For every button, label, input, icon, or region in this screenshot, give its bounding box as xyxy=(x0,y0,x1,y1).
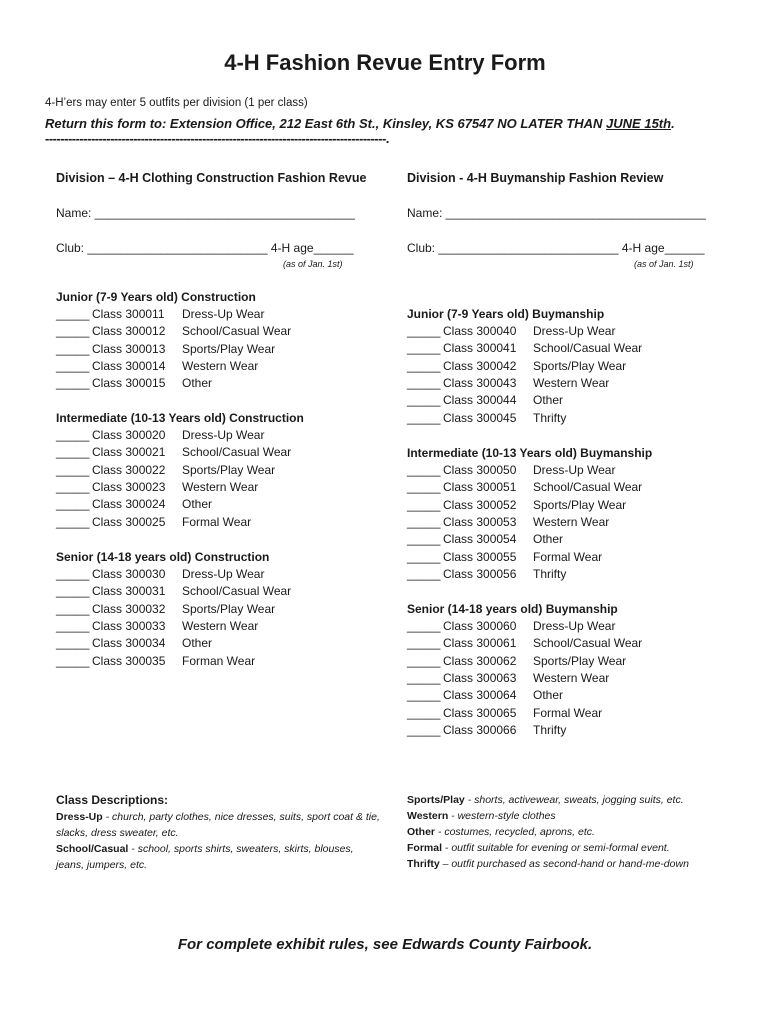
class-name: Sports/Play Wear xyxy=(533,653,627,668)
class-name: Sports/Play Wear xyxy=(533,497,627,512)
desc-other-text: - costumes, recycled, aprons, etc. xyxy=(435,826,595,838)
footer-note: For complete exhibit rules, see Edwards County Fairbook. xyxy=(177,936,593,953)
class-name: School/Casual Wear xyxy=(533,480,643,495)
class-entry-row xyxy=(56,428,264,445)
construction-senior-heading: Senior (14-18 years old) Construction xyxy=(56,550,270,564)
class-name: Formal Wear xyxy=(182,514,252,529)
class-entry-blank[interactable]: _____ xyxy=(407,376,441,391)
class-entry-blank[interactable]: _____ xyxy=(407,567,441,582)
class-code: Class 300033 xyxy=(92,619,166,634)
desc-thrifty-text: – outfit purchased as second-hand or hand-me-down xyxy=(439,858,689,870)
class-code: Class 300042 xyxy=(443,358,517,373)
class-name: Dress-Up Wear xyxy=(533,619,616,633)
class-name: Forman Wear xyxy=(182,653,256,668)
class-entry-blank[interactable]: _____ xyxy=(56,653,90,668)
class-code: Class 300022 xyxy=(92,462,166,477)
class-entry-row xyxy=(56,602,275,619)
return-prefix: Return this form to: Extension Office, 212 East 6th St., Kinsley, KS 67547 NO LATER THAN xyxy=(45,116,607,131)
buymanship-age-note: (as of Jan. 1st) xyxy=(634,259,694,269)
class-code: Class 300062 xyxy=(443,653,517,668)
class-descriptions-right xyxy=(407,792,747,872)
class-name: Western Wear xyxy=(533,671,610,686)
class-entry-row xyxy=(407,654,626,671)
class-name: Other xyxy=(533,688,564,703)
class-entry-blank[interactable]: _____ xyxy=(407,671,441,686)
construction-division-heading: Division – 4-H Clothing Construction Fashion Revue xyxy=(56,171,367,185)
class-name: Western Wear xyxy=(182,480,259,495)
class-entry-row xyxy=(407,393,563,410)
class-entry-blank[interactable]: _____ xyxy=(407,515,441,530)
class-entry-blank[interactable]: _____ xyxy=(56,376,90,391)
class-code: Class 300035 xyxy=(92,653,166,668)
construction-name-field[interactable]: Name: _______________________________________ xyxy=(56,206,355,220)
class-code: Class 300023 xyxy=(92,480,166,495)
class-name: Dress-Up Wear xyxy=(533,324,616,338)
class-entry-blank[interactable]: _____ xyxy=(407,723,441,738)
class-entry-row xyxy=(56,480,258,497)
class-entry-blank[interactable]: _____ xyxy=(407,393,441,408)
class-entry-row xyxy=(407,619,615,636)
class-code: Class 300051 xyxy=(443,480,517,495)
class-entry-row xyxy=(56,654,255,671)
class-entry-row xyxy=(407,480,642,497)
desc-school-text: - school, sports shirts, sweaters, skirts, blouses, jeans, jumpers, etc. xyxy=(56,843,354,871)
class-entry-blank[interactable]: _____ xyxy=(407,341,441,356)
class-name: Other xyxy=(533,532,564,547)
class-entry-row xyxy=(407,532,563,549)
class-entry-row xyxy=(407,567,566,584)
desc-school-term: School/Casual xyxy=(56,843,129,855)
class-entry-blank[interactable]: _____ xyxy=(56,514,90,529)
class-entry-blank[interactable]: _____ xyxy=(407,705,441,720)
class-name: Dress-Up Wear xyxy=(182,428,265,442)
class-name: Dress-Up Wear xyxy=(182,567,265,581)
class-entry-blank[interactable]: _____ xyxy=(407,463,441,477)
class-entry-blank[interactable]: _____ xyxy=(56,584,90,599)
class-entry-blank[interactable]: _____ xyxy=(407,497,441,512)
class-entry-blank[interactable]: _____ xyxy=(407,410,441,425)
class-code: Class 300031 xyxy=(92,584,166,599)
class-name: School/Casual Wear xyxy=(533,636,643,651)
class-code: Class 300030 xyxy=(92,567,166,581)
class-name: Dress-Up Wear xyxy=(182,307,265,321)
class-entry-blank[interactable]: _____ xyxy=(56,324,90,339)
construction-age-note: (as of Jan. 1st) xyxy=(283,259,343,269)
class-entry-row xyxy=(56,376,212,393)
class-entry-row xyxy=(407,359,626,376)
class-name: Thrifty xyxy=(533,723,567,738)
class-entry-blank[interactable]: _____ xyxy=(407,619,441,633)
class-entry-row xyxy=(407,324,615,341)
buymanship-junior-heading: Junior (7-9 Years old) Buymanship xyxy=(407,307,605,321)
class-entry-row xyxy=(407,550,602,567)
desc-western-term: Western xyxy=(407,810,449,822)
class-entry-row xyxy=(407,636,642,653)
class-code: Class 300065 xyxy=(443,705,517,720)
return-deadline: JUNE 15th xyxy=(606,116,672,131)
class-entry-blank[interactable]: _____ xyxy=(56,462,90,477)
class-code: Class 300024 xyxy=(92,497,166,512)
class-code: Class 300043 xyxy=(443,376,517,391)
class-entry-blank[interactable]: _____ xyxy=(407,653,441,668)
desc-sports-term: Sports/Play xyxy=(407,794,465,806)
buymanship-club-age-field[interactable]: Club: ___________________________ 4-H age______ xyxy=(407,241,705,255)
class-code: Class 300044 xyxy=(443,393,517,408)
class-entry-row xyxy=(56,324,291,341)
class-name: Sports/Play Wear xyxy=(533,358,627,373)
class-name: Western Wear xyxy=(182,619,259,634)
class-entry-blank[interactable]: _____ xyxy=(56,341,90,356)
class-name: School/Casual Wear xyxy=(533,341,643,356)
buymanship-name-field[interactable]: Name: _______________________________________ xyxy=(407,206,706,220)
cut-line-separator: -----------------------------------------------------------------------------------------. xyxy=(45,131,389,146)
class-name: Western Wear xyxy=(182,359,259,374)
class-descriptions-left xyxy=(56,809,381,873)
class-code: Class 300032 xyxy=(92,601,166,616)
class-name: Thrifty xyxy=(533,410,567,425)
desc-formal-term: Formal xyxy=(407,842,443,854)
class-entry-blank[interactable]: _____ xyxy=(56,359,90,374)
class-entry-blank[interactable]: _____ xyxy=(407,532,441,547)
class-code: Class 300020 xyxy=(92,428,166,442)
class-entry-row xyxy=(56,342,275,359)
class-entry-blank[interactable]: _____ xyxy=(407,549,441,564)
class-entry-blank[interactable]: _____ xyxy=(56,445,90,460)
intro-text: 4-H’ers may enter 5 outfits per division (1 per class) xyxy=(45,97,308,109)
class-code: Class 300021 xyxy=(92,445,166,460)
class-descriptions-heading: Class Descriptions: xyxy=(56,793,169,807)
class-name: Other xyxy=(182,636,213,651)
class-name: Western Wear xyxy=(533,515,610,530)
class-name: School/Casual Wear xyxy=(182,445,292,460)
class-entry-blank[interactable]: _____ xyxy=(56,636,90,651)
class-entry-row xyxy=(407,515,609,532)
class-code: Class 300050 xyxy=(443,463,517,477)
class-code: Class 300064 xyxy=(443,688,517,703)
class-code: Class 300041 xyxy=(443,341,517,356)
class-entry-blank[interactable]: _____ xyxy=(56,567,90,581)
class-entry-blank[interactable]: _____ xyxy=(56,619,90,634)
class-entry-row xyxy=(56,619,258,636)
class-code: Class 300015 xyxy=(92,376,166,391)
class-entry-blank[interactable]: _____ xyxy=(56,497,90,512)
class-name: Other xyxy=(533,393,564,408)
desc-dressup-text: - church, party clothes, nice dresses, suits, sport coat & tie, slacks, dress sweater, etc. xyxy=(56,811,380,839)
class-name: Formal Wear xyxy=(533,549,603,564)
class-code: Class 300011 xyxy=(92,307,165,321)
class-name: School/Casual Wear xyxy=(182,324,292,339)
class-code: Class 300061 xyxy=(443,636,517,651)
construction-intermediate-heading: Intermediate (10-13 Years old) Construction xyxy=(56,411,304,425)
construction-club-age-field[interactable]: Club: ___________________________ 4-H age______ xyxy=(56,241,354,255)
class-code: Class 300025 xyxy=(92,514,166,529)
class-entry-blank[interactable]: _____ xyxy=(56,480,90,495)
class-entry-row xyxy=(56,584,291,601)
class-code: Class 300056 xyxy=(443,567,517,582)
class-entry-row xyxy=(56,497,212,514)
class-code: Class 300012 xyxy=(92,324,166,339)
class-name: Formal Wear xyxy=(533,705,603,720)
class-entry-row xyxy=(407,341,642,358)
class-code: Class 300063 xyxy=(443,671,517,686)
class-name: Other xyxy=(182,497,213,512)
class-code: Class 300014 xyxy=(92,359,166,374)
buymanship-division-heading: Division - 4-H Buymanship Fashion Review xyxy=(407,171,664,185)
class-name: School/Casual Wear xyxy=(182,584,292,599)
class-entry-row xyxy=(407,723,566,740)
class-code: Class 300040 xyxy=(443,324,517,338)
class-entry-blank[interactable]: _____ xyxy=(56,428,90,442)
desc-sports-text: - shorts, activewear, sweats, jogging suits, etc. xyxy=(464,794,684,806)
class-entry-row xyxy=(407,688,563,705)
class-code: Class 300045 xyxy=(443,410,517,425)
buymanship-intermediate-heading: Intermediate (10-13 Years old) Buymanship xyxy=(407,446,653,460)
class-name: Thrifty xyxy=(533,567,567,582)
form-title: 4-H Fashion Revue Entry Form xyxy=(224,50,546,75)
class-code: Class 300034 xyxy=(92,636,166,651)
class-entry-blank[interactable]: _____ xyxy=(407,358,441,373)
class-entry-blank[interactable]: _____ xyxy=(407,636,441,651)
class-entry-row xyxy=(407,463,615,480)
class-code: Class 300053 xyxy=(443,515,517,530)
class-entry-row xyxy=(407,498,626,515)
class-name: Sports/Play Wear xyxy=(182,341,276,356)
class-code: Class 300055 xyxy=(443,549,517,564)
class-entry-row xyxy=(407,706,602,723)
class-entry-row xyxy=(407,376,609,393)
class-entry-row xyxy=(56,515,251,532)
return-suffix: . xyxy=(671,116,675,131)
class-code: Class 300052 xyxy=(443,497,517,512)
class-code: Class 300066 xyxy=(443,723,517,738)
class-entry-row xyxy=(56,636,212,653)
class-entry-row xyxy=(56,445,291,462)
class-entry-blank[interactable]: _____ xyxy=(407,480,441,495)
class-name: Western Wear xyxy=(533,376,610,391)
desc-western-text: - western-style clothes xyxy=(448,810,556,822)
return-instructions xyxy=(45,116,675,131)
class-entry-blank[interactable]: _____ xyxy=(407,688,441,703)
desc-thrifty-term: Thrifty xyxy=(407,858,440,870)
class-code: Class 300060 xyxy=(443,619,517,633)
class-entry-row xyxy=(56,307,264,324)
desc-other-term: Other xyxy=(407,826,436,838)
desc-formal-text: - outfit suitable for evening or semi-formal event. xyxy=(442,842,670,854)
class-name: Sports/Play Wear xyxy=(182,601,276,616)
class-entry-row xyxy=(407,411,566,428)
class-code: Class 300054 xyxy=(443,532,517,547)
class-entry-blank[interactable]: _____ xyxy=(56,601,90,616)
class-entry-row xyxy=(56,463,275,480)
class-entry-blank[interactable]: _____ xyxy=(407,324,441,338)
class-entry-row xyxy=(407,671,609,688)
class-name: Dress-Up Wear xyxy=(533,463,616,477)
class-entry-row xyxy=(56,359,258,376)
class-name: Sports/Play Wear xyxy=(182,462,276,477)
construction-junior-heading: Junior (7-9 Years old) Construction xyxy=(56,290,256,304)
desc-dressup-term: Dress-Up xyxy=(56,811,103,823)
class-entry-blank[interactable]: _____ xyxy=(56,307,90,321)
class-entry-row xyxy=(56,567,264,584)
class-code: Class 300013 xyxy=(92,341,166,356)
buymanship-senior-heading: Senior (14-18 years old) Buymanship xyxy=(407,602,618,616)
class-name: Other xyxy=(182,376,213,391)
